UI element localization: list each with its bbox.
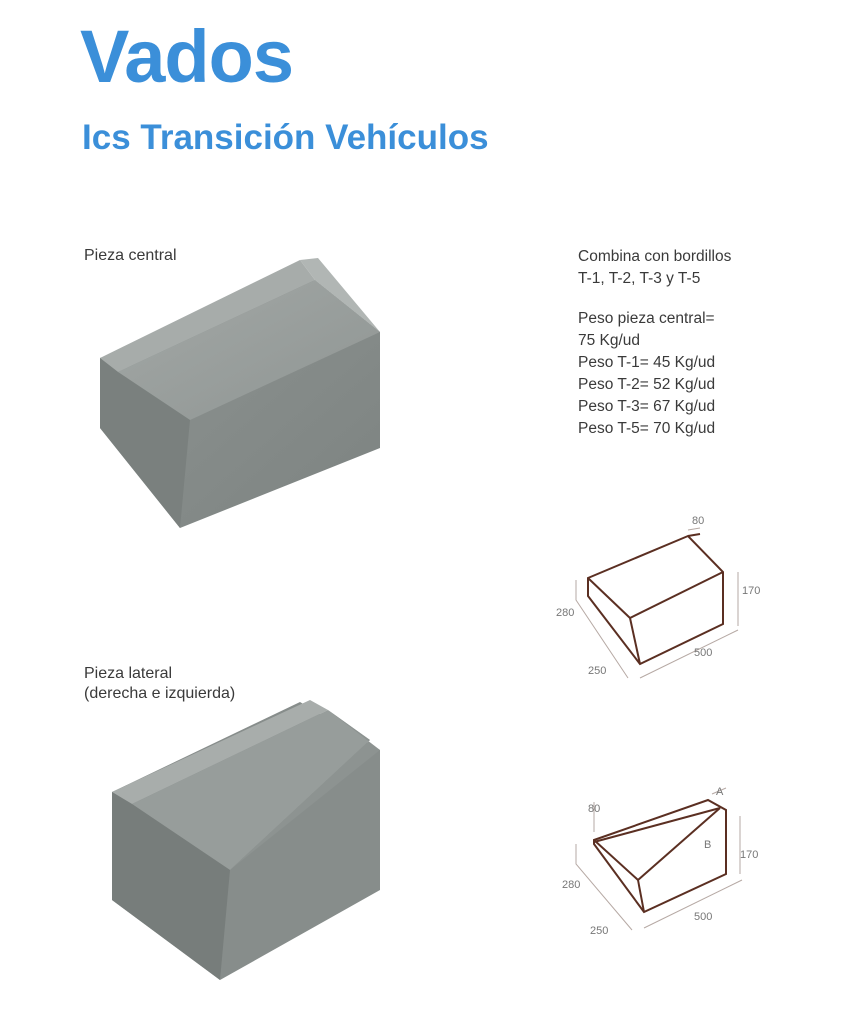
lateral-piece-label-line1: Pieza lateral <box>84 665 173 682</box>
lateral-piece-label <box>84 664 235 704</box>
corner-b-label: B <box>704 839 712 851</box>
lateral-dimension-diagram <box>548 780 778 950</box>
peso-t2: Peso T-2= 52 Kg/ud <box>578 376 716 393</box>
dim-left-height: 280 <box>556 607 575 619</box>
central-piece-label: Pieza central <box>84 247 177 264</box>
peso-t3: Peso T-3= 67 Kg/ud <box>578 398 716 415</box>
dim-length: 500 <box>694 647 713 659</box>
dim-depth: 250 <box>590 925 609 937</box>
specifications-block <box>578 246 731 440</box>
lateral-piece-image <box>70 680 400 990</box>
central-dimension-diagram <box>548 508 778 688</box>
central-piece-image <box>70 238 410 538</box>
peso-t1: Peso T-1= 45 Kg/ud <box>578 354 716 371</box>
dim-right-height: 170 <box>742 585 761 597</box>
lateral-piece-label-line2: (derecha e izquierda) <box>84 685 236 702</box>
corner-a-label: A <box>716 786 724 798</box>
dim-length: 500 <box>694 911 713 923</box>
dim-top-width: 80 <box>692 515 705 527</box>
dim-left-height: 280 <box>562 879 581 891</box>
dim-top-width: 80 <box>588 803 601 815</box>
page-title: Vados <box>80 15 293 98</box>
combina-line-1: Combina con bordillos <box>578 248 732 265</box>
page-subtitle: Ics Transición Vehículos <box>82 118 489 157</box>
dim-depth: 250 <box>588 665 607 677</box>
peso-central-line-2: 75 Kg/ud <box>578 332 641 349</box>
peso-t5: Peso T-5= 70 Kg/ud <box>578 420 716 437</box>
dim-right-height: 170 <box>740 849 759 861</box>
peso-central-line-1: Peso pieza central= <box>578 310 715 327</box>
combina-line-2: T-1, T-2, T-3 y T-5 <box>578 270 701 287</box>
